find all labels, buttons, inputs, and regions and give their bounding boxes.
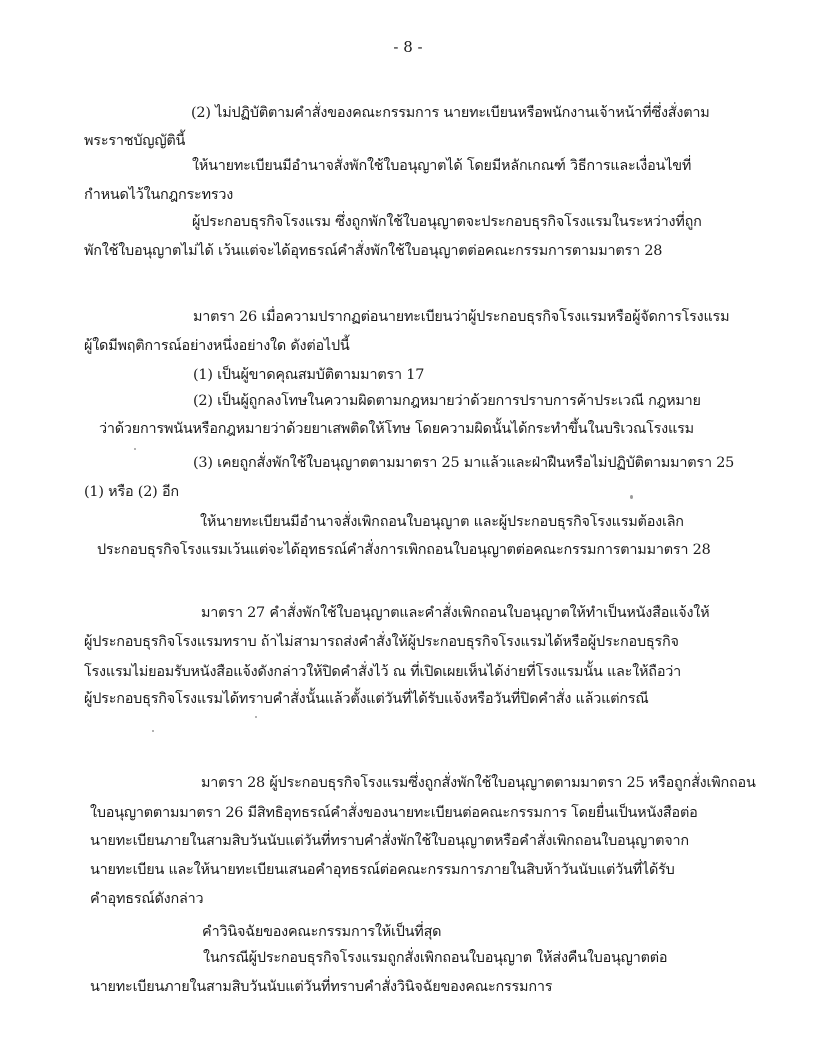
text-line: ผู้ประกอบธุรกิจโรงแรมได้ทราบคำสั่งนั้นแล้วตั้งแต่วันที่ได้รับแจ้งหรือวันที่ปิดคำสั่ง แล้วแต่กรณี [84, 691, 649, 707]
text-line: ใบอนุญาตตามมาตรา 26 มีสิทธิอุทธรณ์คำสั่งของนายทะเบียนต่อคณะกรรมการ โดยยื่นเป็นหนังสือต่อ [90, 805, 698, 821]
text-line: ในกรณีผู้ประกอบธุรกิจโรงแรมถูกสั่งเพิกถอนใบอนุญาต ให้ส่งคืนใบอนุญาตต่อ [203, 950, 668, 966]
list-item: (1) เป็นผู้ขาดคุณสมบัติตามมาตรา 17 [193, 367, 425, 383]
text-line: นายทะเบียน และให้นายทะเบียนเสนอคำอุทธรณ์ต่อคณะกรรมการภายในสิบห้าวันนับแต่วันที่ได้รับ [90, 862, 675, 878]
text-line: ให้นายทะเบียนมีอำนาจสั่งพักใช้ใบอนุญาตได้ โดยมีหลักเกณฑ์ วิธีการและเงื่อนไขที่ [192, 158, 692, 174]
text-line: โรงแรมไม่ยอมรับหนังสือแจ้งดังกล่าวให้ปิดคำสั่งไว้ ณ ที่เปิดเผยเห็นได้ง่ายที่โรงแรมนั้น และให้ถือว่า [84, 664, 682, 680]
text-line: พระราชบัญญัตินี้ [84, 133, 186, 149]
scan-speck [134, 448, 136, 450]
list-item: (3) เคยถูกสั่งพักใช้ใบอนุญาตตามมาตรา 25 มาแล้วและฝ่าฝืนหรือไม่ปฏิบัติตามมาตรา 25 [193, 455, 735, 471]
section-28-heading-line: มาตรา 28 ผู้ประกอบธุรกิจโรงแรมซึ่งถูกสั่งพักใช้ใบอนุญาตตามมาตรา 25 หรือถูกสั่งเพิกถอน [201, 775, 756, 791]
scan-speck [255, 716, 257, 718]
scan-speck [630, 495, 633, 499]
text-line: กำหนดไว้ในกฎกระทรวง [84, 187, 234, 203]
page-number: - 8 - [393, 38, 423, 56]
text-line: (2) ไม่ปฏิบัติตามคำสั่งของคณะกรรมการ นายทะเบียนหรือพนักงานเจ้าหน้าที่ซึ่งสั่งตาม [191, 105, 710, 121]
section-27-heading-line: มาตรา 27 คำสั่งพักใช้ใบอนุญาตและคำสั่งเพิกถอนใบอนุญาตให้ทำเป็นหนังสือแจ้งให้ [201, 605, 710, 621]
text-line: (1) หรือ (2) อีก [84, 484, 179, 500]
list-item: (2) เป็นผู้ถูกลงโทษในความผิดตามกฎหมายว่าด้วยการปราบการค้าประเวณี กฎหมาย [193, 393, 701, 409]
text-line: นายทะเบียนภายในสามสิบวันนับแต่วันที่ทราบคำสั่งพักใช้ใบอนุญาตหรือคำสั่งเพิกถอนใบอนุญาตจาก [90, 833, 689, 849]
text-line: คำอุทธรณ์ดังกล่าว [90, 891, 204, 907]
text-line: ประกอบธุรกิจโรงแรมเว้นแต่จะได้อุทธรณ์คำสั่งการเพิกถอนใบอนุญาตต่อคณะกรรมการตามมาตรา 28 [97, 542, 711, 558]
section-26-heading-line: มาตรา 26 เมื่อความปรากฏต่อนายทะเบียนว่าผู้ประกอบธุรกิจโรงแรมหรือผู้จัดการโรงแรม [193, 309, 730, 325]
text-line: ว่าด้วยการพนันหรือกฎหมายว่าด้วยยาเสพติดให้โทษ โดยความผิดนั้นได้กระทำขึ้นในบริเวณโรงแรม [99, 421, 694, 437]
text-line: พักใช้ใบอนุญาตไม่ได้ เว้นแต่จะได้อุทธรณ์คำสั่งพักใช้ใบอนุญาตต่อคณะกรรมการตามมาตรา 28 [84, 243, 663, 259]
text-line: ผู้ใดมีพฤติการณ์อย่างหนึ่งอย่างใด ดังต่อไปนี้ [84, 338, 350, 354]
text-line: นายทะเบียนภายในสามสิบวันนับแต่วันที่ทราบคำสั่งวินิจฉัยของคณะกรรมการ [90, 979, 553, 995]
text-line: คำวินิจฉัยของคณะกรรมการให้เป็นที่สุด [202, 924, 442, 940]
scan-speck [152, 730, 154, 732]
text-line: ผู้ประกอบธุรกิจโรงแรมทราบ ถ้าไม่สามารถส่งคำสั่งให้ผู้ประกอบธุรกิจโรงแรมได้หรือผู้ประกอบธุรกิจ [84, 634, 679, 650]
text-line: ผู้ประกอบธุรกิจโรงแรม ซึ่งถูกพักใช้ใบอนุญาตจะประกอบธุรกิจโรงแรมในระหว่างที่ถูก [192, 214, 702, 230]
text-line: ให้นายทะเบียนมีอำนาจสั่งเพิกถอนใบอนุญาต และผู้ประกอบธุรกิจโรงแรมต้องเลิก [200, 514, 684, 530]
